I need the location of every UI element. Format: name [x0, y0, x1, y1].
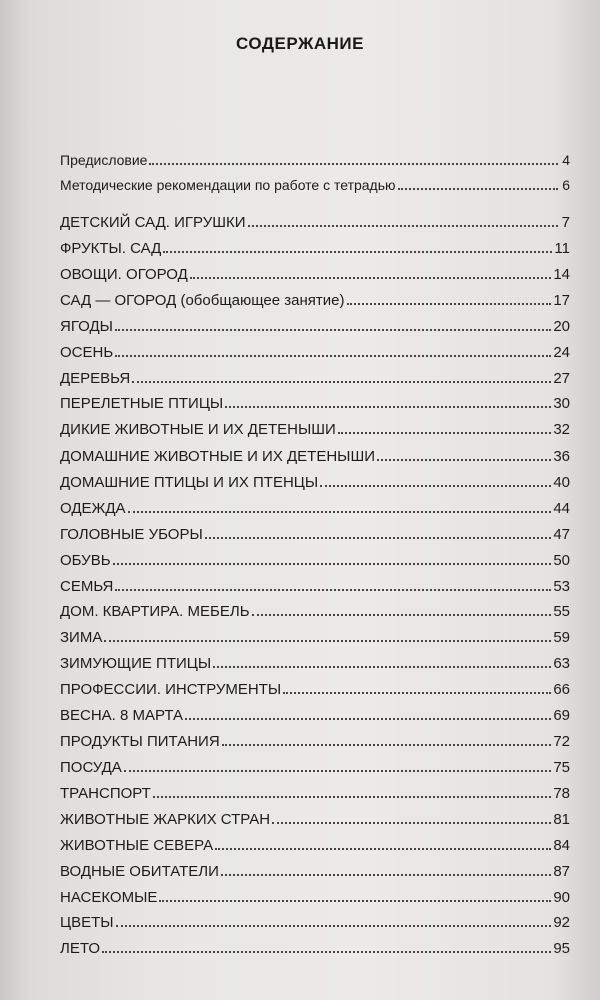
toc-entry-page-number: 7	[561, 214, 570, 231]
toc-entry	[60, 835, 570, 856]
toc-entry-page-number: 59	[553, 629, 570, 646]
toc-entry	[60, 705, 570, 726]
dot-leader	[338, 419, 552, 434]
dot-leader	[213, 653, 551, 668]
toc-entry-label: ПЕРЕЛЕТНЫЕ ПТИЦЫ	[60, 395, 224, 412]
toc-entry-page-number: 95	[553, 940, 570, 957]
dot-leader	[102, 938, 551, 953]
dot-leader	[132, 368, 551, 383]
page-title: СОДЕРЖАНИЕ	[236, 34, 364, 53]
toc-entry-label: ДЕРЕВЬЯ	[60, 370, 131, 387]
dot-leader	[163, 238, 552, 253]
toc-entry-label: ЖИВОТНЫЕ СЕВЕРА	[60, 837, 214, 854]
toc-entry-label: ОСЕНЬ	[60, 344, 114, 361]
dot-leader	[104, 627, 551, 642]
toc-entry-label: Методические рекомендации по работе с тетрадью	[60, 177, 396, 193]
toc-entry	[60, 342, 570, 363]
dot-leader	[377, 446, 551, 461]
toc-entry	[60, 731, 570, 752]
toc-entry-label: ФРУКТЫ. САД	[60, 240, 162, 257]
dot-leader	[116, 912, 552, 927]
toc-entry-label: ОБУВЬ	[60, 552, 111, 569]
toc-entry-page-number: 53	[553, 578, 570, 595]
toc-entry	[60, 757, 570, 778]
toc-entry	[60, 912, 570, 933]
dot-leader	[185, 705, 551, 720]
toc-entry-page-number: 4	[562, 152, 570, 168]
toc-entry	[60, 861, 570, 882]
dot-leader	[320, 472, 551, 487]
dot-leader	[272, 809, 551, 824]
toc-entry-label: ЦВЕТЫ	[60, 914, 114, 931]
toc-entry-page-number: 81	[553, 811, 570, 828]
toc-entry	[60, 150, 570, 170]
toc-entry	[60, 783, 570, 804]
toc-entry-label: ДОМ. КВАРТИРА. МЕБЕЛЬ	[60, 603, 250, 620]
toc-entry-page-number: 40	[553, 474, 570, 491]
toc-entry-page-number: 17	[553, 292, 570, 309]
dot-leader	[252, 601, 552, 616]
toc-entry-label: ВЕСНА. 8 МАРТА	[60, 707, 184, 724]
toc-entry-label: ДОМАШНИЕ ПТИЦЫ И ИХ ПТЕНЦЫ	[60, 474, 319, 491]
dot-leader	[225, 393, 551, 408]
toc-entry-label: ОДЕЖДА	[60, 500, 126, 517]
toc-entry-page-number: 6	[562, 177, 570, 193]
toc-entry	[60, 419, 570, 440]
toc-entry-page-number: 30	[553, 395, 570, 412]
toc-entry-page-number: 27	[553, 370, 570, 387]
dot-leader	[347, 290, 552, 305]
toc-entry-page-number: 55	[553, 603, 570, 620]
dot-leader	[115, 316, 551, 331]
toc-entry-label: ПРОФЕССИИ. ИНСТРУМЕНТЫ	[60, 681, 282, 698]
toc-entry-label: ВОДНЫЕ ОБИТАТЕЛИ	[60, 863, 219, 880]
toc-entry-page-number: 24	[553, 344, 570, 361]
toc-entry-label: ТРАНСПОРТ	[60, 785, 151, 802]
dot-leader	[124, 757, 552, 772]
toc-entry-page-number: 32	[553, 421, 570, 438]
toc-entry-page-number: 63	[553, 655, 570, 672]
toc-entry	[60, 446, 570, 467]
toc-entry-page-number: 90	[553, 889, 570, 906]
toc-entry-label: ЖИВОТНЫЕ ЖАРКИХ СТРАН	[60, 811, 271, 828]
toc-entry-label: ГОЛОВНЫЕ УБОРЫ	[60, 526, 203, 543]
dot-leader	[248, 212, 558, 227]
toc-entry-page-number: 78	[553, 785, 570, 802]
toc-entry	[60, 809, 570, 830]
toc-entry-label: Предисловие	[60, 152, 148, 168]
toc-entry	[60, 290, 570, 311]
toc-entry-page-number: 84	[553, 837, 570, 854]
toc-entry-label: ДЕТСКИЙ САД. ИГРУШКИ	[60, 214, 246, 231]
toc-entry	[60, 576, 570, 597]
toc-entry-label: ОВОЩИ. ОГОРОД	[60, 266, 188, 283]
toc-entry	[60, 393, 570, 414]
toc-entry	[60, 212, 570, 233]
dot-leader	[283, 679, 551, 694]
dot-leader	[190, 264, 552, 279]
toc-entry-page-number: 11	[554, 240, 570, 257]
dot-leader	[159, 887, 551, 902]
dot-leader	[149, 150, 558, 165]
toc-entry-label: ЛЕТО	[60, 940, 101, 957]
dot-leader	[113, 550, 552, 565]
toc-entry-page-number: 72	[553, 733, 570, 750]
dot-leader	[222, 731, 552, 746]
toc-entry	[60, 316, 570, 337]
toc-entry	[60, 601, 570, 622]
toc-entry-page-number: 92	[553, 914, 570, 931]
toc-entry	[60, 679, 570, 700]
toc-entry	[60, 264, 570, 285]
toc-entry-label: НАСЕКОМЫЕ	[60, 889, 158, 906]
dot-leader	[153, 783, 552, 798]
dot-leader	[221, 861, 551, 876]
toc-entry	[60, 653, 570, 674]
toc-entry-page-number: 69	[553, 707, 570, 724]
toc-entry	[60, 938, 570, 959]
toc-entry-page-number: 66	[553, 681, 570, 698]
toc-entry-label: ПРОДУКТЫ ПИТАНИЯ	[60, 733, 220, 750]
toc-entry	[60, 627, 570, 648]
dot-leader	[205, 524, 552, 539]
toc-entry-page-number: 20	[553, 318, 570, 335]
toc-entry	[60, 550, 570, 571]
toc-entry-label: ЗИМА	[60, 629, 103, 646]
toc-entry	[60, 175, 570, 195]
toc-entry-label: ЯГОДЫ	[60, 318, 113, 335]
toc-entry	[60, 498, 570, 519]
toc-entry-label: ДОМАШНИЕ ЖИВОТНЫЕ И ИХ ДЕТЕНЫШИ	[60, 448, 375, 465]
toc-entry	[60, 887, 570, 908]
toc-entry	[60, 524, 570, 545]
toc-entry-page-number: 44	[553, 500, 570, 517]
dot-leader	[128, 498, 552, 513]
toc-entry-page-number: 14	[553, 266, 570, 283]
toc-entry-label: ПОСУДА	[60, 759, 122, 776]
toc-entry	[60, 238, 570, 259]
dot-leader	[115, 576, 551, 591]
toc-entry-page-number: 50	[553, 552, 570, 569]
toc-entry-page-number: 75	[553, 759, 570, 776]
toc-entry-page-number: 36	[553, 448, 570, 465]
toc-entry-label: СЕМЬЯ	[60, 578, 114, 595]
dot-leader	[115, 342, 551, 357]
toc-entry-label: ДИКИЕ ЖИВОТНЫЕ И ИХ ДЕТЕНЫШИ	[60, 421, 336, 438]
toc-entry-label: ЗИМУЮЩИЕ ПТИЦЫ	[60, 655, 212, 672]
toc-entry	[60, 472, 570, 493]
toc-entry-page-number: 87	[553, 863, 570, 880]
toc-entry-label: САД — ОГОРОД (обобщающее занятие)	[60, 292, 345, 309]
toc-entry	[60, 368, 570, 389]
dot-leader	[215, 835, 551, 850]
toc-entry-page-number: 47	[553, 526, 570, 543]
dot-leader	[398, 175, 558, 190]
